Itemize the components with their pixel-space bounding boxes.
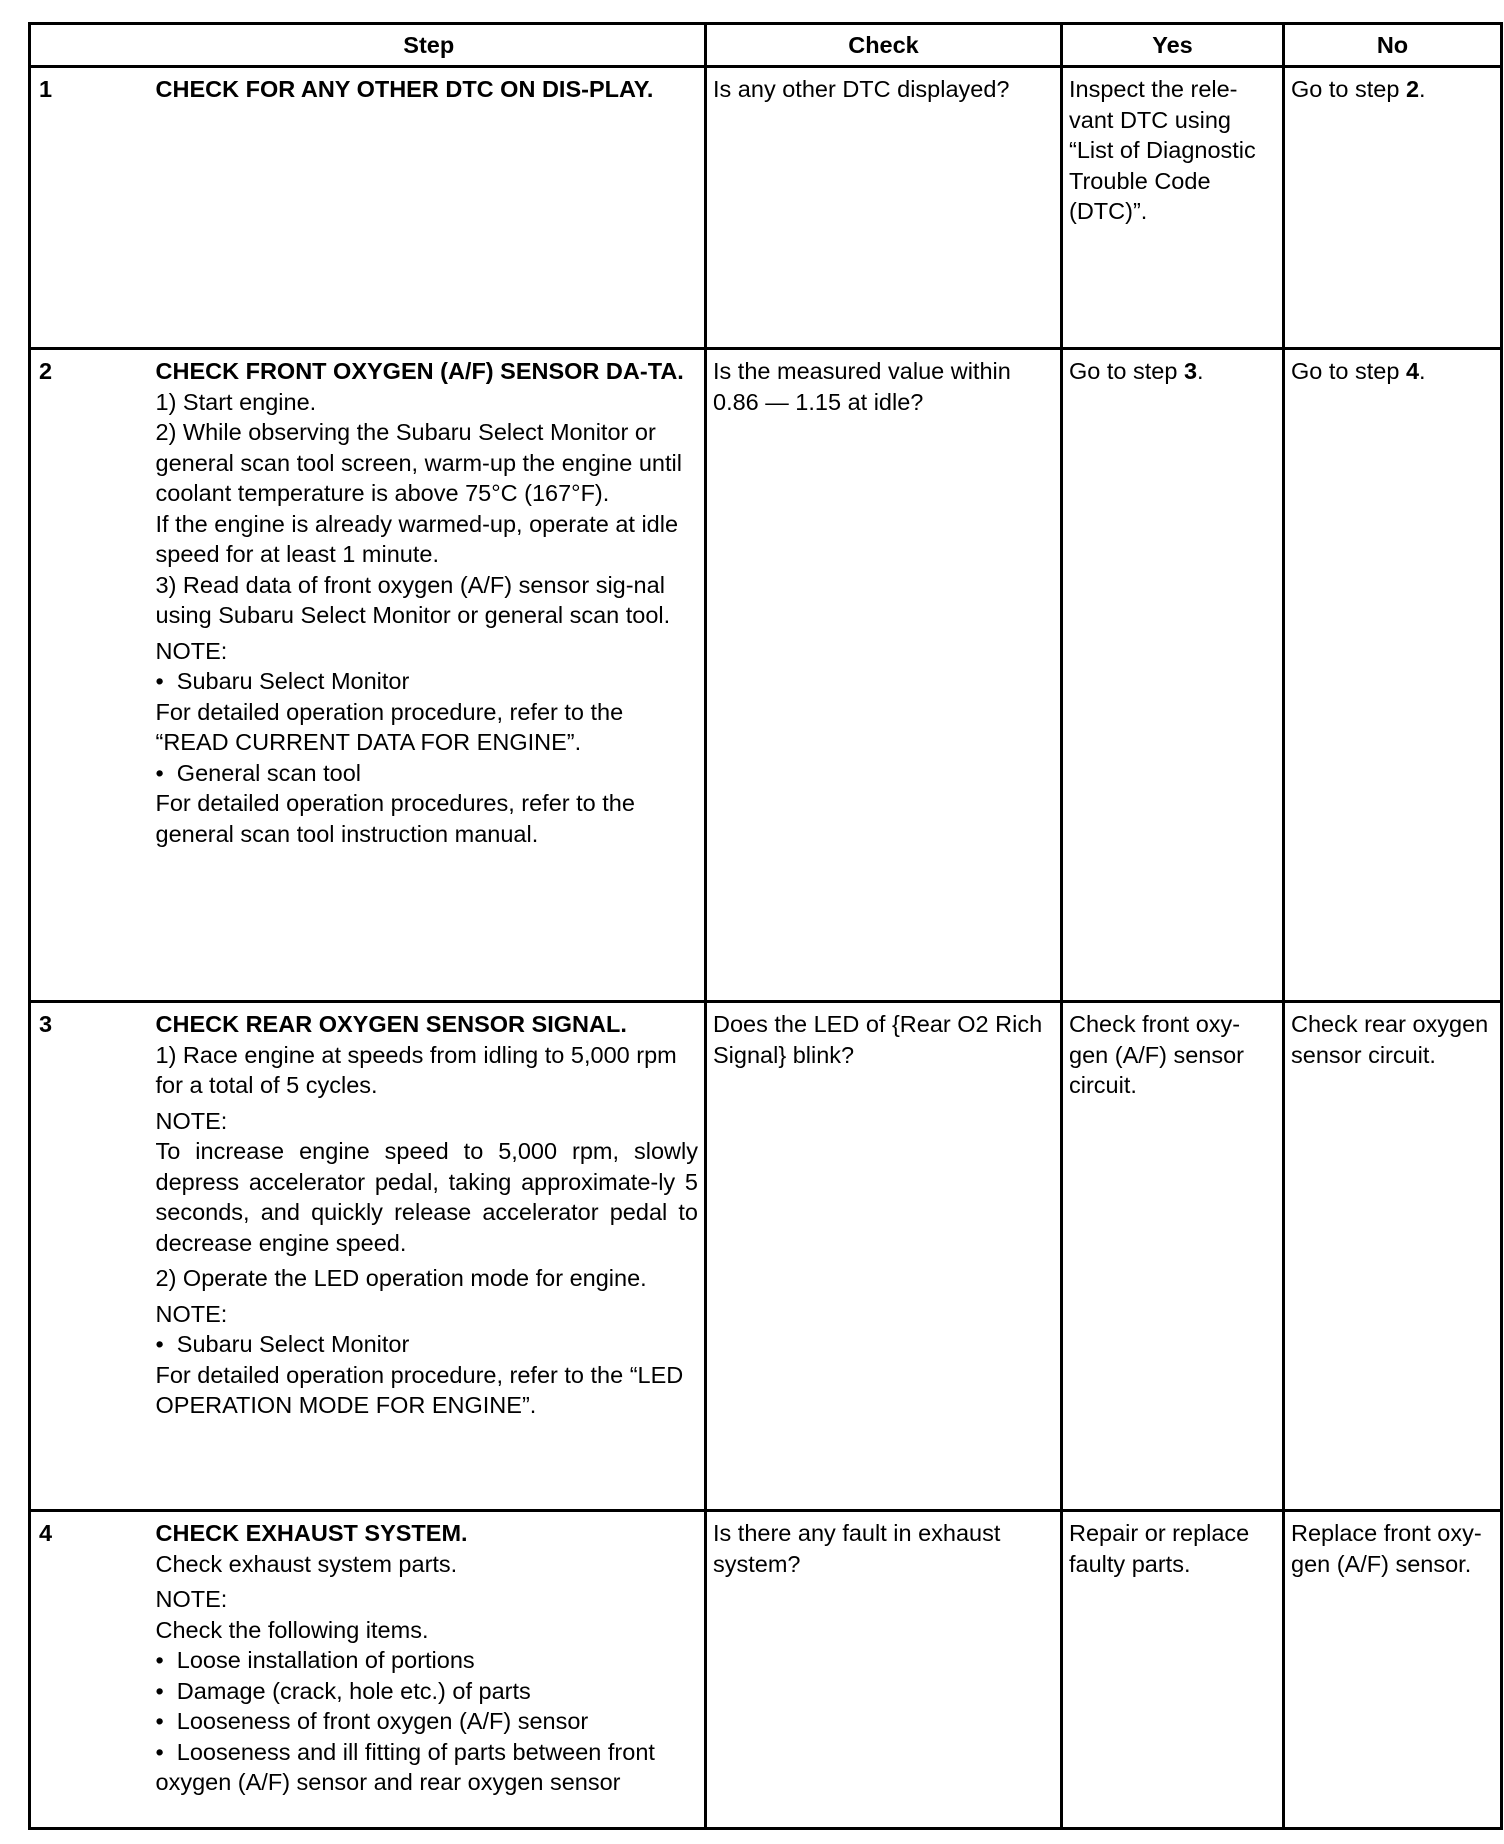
step-title: CHECK FOR ANY OTHER DTC ON DIS-PLAY. — [155, 76, 654, 102]
note-bullet: • Loose installation of portions — [156, 1645, 699, 1676]
note-label: NOTE: — [155, 637, 228, 664]
yes-cell: Inspect the rele-vant DTC using “List of Diagnostic Trouble Code (DTC)”. — [1062, 67, 1284, 349]
no-prefix: Go to step — [1291, 76, 1406, 102]
yes-step-ref: 3 — [1183, 358, 1198, 384]
check-cell: Is any other DTC displayed? — [706, 67, 1062, 349]
step-cell — [154, 67, 706, 349]
header-step: Step — [154, 24, 706, 67]
check-cell: Does the LED of {Rear O2 Rich Signal} blink? — [706, 1002, 1062, 1511]
step-number: 3 — [30, 1002, 154, 1511]
step-cell — [154, 1511, 706, 1829]
no-suffix: . — [1419, 358, 1426, 384]
yes-cell: Check front oxy-gen (A/F) sensor circuit. — [1062, 1002, 1284, 1511]
note-bullet: • Looseness of front oxygen (A/F) sensor — [156, 1706, 699, 1737]
step-title: CHECK FRONT OXYGEN (A/F) SENSOR DA-TA. — [155, 358, 684, 384]
table-row — [30, 1511, 1502, 1829]
check-cell: Is the measured value within 0.86 — 1.15 at idle? — [706, 349, 1062, 1002]
step-title: CHECK EXHAUST SYSTEM. — [155, 1520, 468, 1546]
note-bullet: • Subaru Select Monitor — [156, 666, 699, 697]
step-cell — [154, 349, 706, 1002]
no-step-ref: 4 — [1405, 358, 1420, 384]
table-row — [30, 1002, 1502, 1511]
no-suffix: . — [1419, 76, 1426, 102]
check-cell: Is there any fault in exhaust system? — [706, 1511, 1062, 1829]
header-yes: Yes — [1062, 24, 1284, 67]
note-bullet: • Damage (crack, hole etc.) of parts — [156, 1676, 699, 1707]
note-label: NOTE: — [155, 1300, 228, 1327]
table-row — [30, 67, 1502, 349]
note-bullet: • Looseness and ill fitting of parts between front oxygen (A/F) sensor and rear oxygen sensor — [156, 1737, 699, 1798]
step-instruction: 1) Start engine. — [155, 388, 317, 415]
step-instruction: 3) Read data of front oxygen (A/F) sensor sig-nal using Subaru Select Monitor or general scan tool. — [155, 571, 671, 628]
note-text: Check the following items. — [155, 1616, 429, 1643]
note-text: To increase engine speed to 5,000 rpm, slowly depress accelerator pedal, taking approximate-ly 5 seconds, and quickly release accelerator pedal to decrease engine speed. — [155, 1138, 698, 1256]
no-step-ref: 2 — [1405, 76, 1420, 102]
step-title: CHECK REAR OXYGEN SENSOR SIGNAL. — [155, 1011, 627, 1037]
yes-prefix: Go to step — [1069, 358, 1184, 384]
note-bullet: • General scan tool — [156, 758, 699, 789]
yes-suffix: . — [1197, 358, 1204, 384]
header-check: Check — [706, 24, 1062, 67]
step-instruction: If the engine is already warmed-up, operate at idle speed for at least 1 minute. — [155, 510, 679, 567]
no-prefix: Go to step — [1291, 358, 1406, 384]
header-step-spacer — [30, 24, 154, 67]
no-cell: Replace front oxy-gen (A/F) sensor. — [1284, 1511, 1502, 1829]
step-cell — [154, 1002, 706, 1511]
note-text: For detailed operation procedure, refer to the “READ CURRENT DATA FOR ENGINE”. — [155, 698, 624, 755]
table-row — [30, 349, 1502, 1002]
note-text: For detailed operation procedure, refer to the “LED OPERATION MODE FOR ENGINE”. — [155, 1361, 684, 1418]
step-number: 4 — [30, 1511, 154, 1829]
note-label: NOTE: — [155, 1107, 228, 1134]
step-instruction: Check exhaust system parts. — [155, 1550, 458, 1577]
yes-cell — [1062, 349, 1284, 1002]
header-row — [30, 24, 1502, 67]
header-no: No — [1284, 24, 1502, 67]
no-cell — [1284, 349, 1502, 1002]
no-cell: Check rear oxygen sensor circuit. — [1284, 1002, 1502, 1511]
diagnostic-table — [28, 22, 1503, 1830]
note-text: For detailed operation procedures, refer to the general scan tool instruction manual. — [155, 790, 635, 847]
step-number: 2 — [30, 349, 154, 1002]
yes-cell: Repair or replace faulty parts. — [1062, 1511, 1284, 1829]
no-cell — [1284, 67, 1502, 349]
step-instruction: 2) While observing the Subaru Select Monitor or general scan tool screen, warm-up the engine until coolant temperature is above 75°C (167°F). — [155, 419, 682, 506]
step-instruction: 1) Race engine at speeds from idling to 5,000 rpm for a total of 5 cycles. — [155, 1041, 677, 1098]
step-instruction: 2) Operate the LED operation mode for engine. — [155, 1265, 647, 1291]
step-number: 1 — [30, 67, 154, 349]
note-label: NOTE: — [155, 1586, 228, 1612]
note-bullet: • Subaru Select Monitor — [156, 1329, 699, 1360]
